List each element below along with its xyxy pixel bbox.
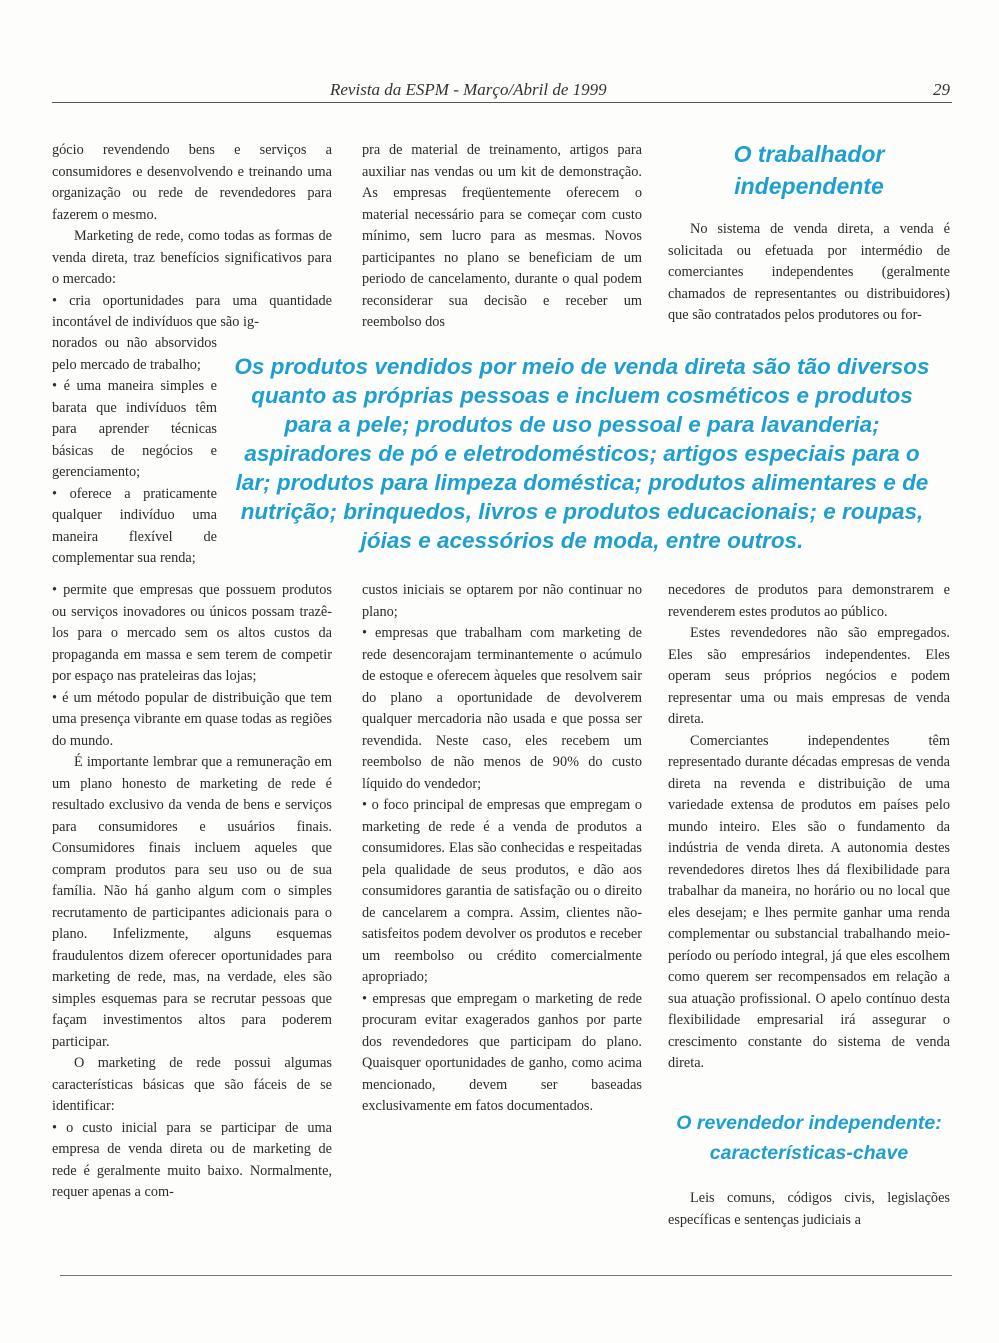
bullet-item: • empresas que empregam o marketing de rede procuram evitar exagerados ganhos por parte dos revendedores que participam do plano. Quaisquer oportunidades de ganho, como acima mencionado, devem ser baseadas exclusivamente em fatos documentados. — [362, 990, 642, 1114]
column-2-bottom — [362, 580, 642, 1118]
paragraph: Marketing de rede, como todas as formas de venda direta, traz benefícios significativos para o mercado: — [52, 228, 332, 287]
column-2-top — [362, 140, 642, 334]
paragraph: O marketing de rede possui algumas características básicas que são fáceis de se identificar: — [52, 1055, 332, 1114]
bullet-item: • oferece a praticamente qualquer indivíduo uma maneira flexível de complementar sua renda; — [52, 485, 217, 566]
paragraph: Comerciantes independentes têm representado durante décadas empresas de venda direta na revenda e distribuição de uma variedade extensa de produtos em países pelo mundo inteiro. Eles são o fundamento da indústria de venda direta. A autonomia destes revendedores diretos lhes dá flexibilidade para trabalhar da maneira, no horário ou no local que eles desejam; e lhes permite ganhar uma renda complementar ou substancial trabalhando meio-período ou período integral, já que eles escolhem como querem ser recompensados em relação a sua atuação profissional. O apelo contínuo desta flexibilidade empresarial irá assegurar o crescimento constante do sistema de venda direta. — [668, 732, 950, 1071]
journal-title: Revista da ESPM - Março/Abril de 1999 — [330, 80, 607, 99]
section-heading: O revendedor independente: características-chave — [676, 1112, 942, 1164]
bullet-item: • permite que empresas que possuem produtos ou serviços inovadores ou únicos possam trazê-los para o mercado sem os altos custos da propaganda em massa e sem terem de competir por espaço nas prateleiras das lojas; — [52, 582, 332, 684]
bullet-item: • empresas que trabalham com marketing de rede desencorajam terminantemente o acúmulo de estoque e oferecem àqueles que resolvem sair do plano a oportunidade de devolverem qualquer mercadoria não usada e que possa ser revendida. Neste caso, eles recebem um reembolso de não menos de 90% do custo líquido do vendedor; — [362, 625, 642, 792]
paragraph: Estes revendedores não são empregados. Eles são empresários independentes. Eles operam seus próprios negócios e podem representar uma ou mais empresas de venda direta. — [668, 625, 950, 727]
paragraph: Leis comuns, códigos civis, legislações específicas e sentenças judiciais a — [668, 1190, 950, 1228]
bullet-item: • é uma maneira simples e barata que indivíduos têm para aprender técnicas básicas de negócios e gerenciamento; — [52, 378, 217, 480]
section-heading: O trabalhador independente — [733, 141, 885, 199]
running-header — [52, 80, 952, 103]
bullet-item: • cria oportunidades para uma quantidade incontável de indivíduos que são ig- — [52, 292, 332, 330]
footer-rule — [60, 1275, 952, 1276]
column-3-top — [668, 219, 950, 327]
column-1-bottom — [52, 580, 332, 1204]
column-3-end — [668, 1188, 950, 1231]
paragraph: É importante lembrar que a remuneração em um plano honesto de marketing de rede é resultado exclusivo da venda de bens e serviços para consumidores e usuários finais. Consumidores finais incluem aqueles que compram produtos para seu uso ou de sua família. Não há ganho algum com o simples recrutamento de participantes adicionais para o plano. Infelizmente, alguns esquemas fraudulentos dizem oferecer oportunidades para marketing de rede, mas, na verdade, eles são simples esquemas para se recrutar pessoas que façam investimentos altos para poderem participar. — [52, 754, 332, 1050]
paragraph: gócio revendendo bens e serviços a consumidores e desenvolvendo e treinando uma organização ou rede de revendedores para fazerem o mesmo. — [52, 142, 332, 223]
page-number: 29 — [933, 80, 950, 99]
bullet-item: • o foco principal de empresas que empregam o marketing de rede é a venda de produtos a consumidores. Elas são conhecidas e respeitadas pela qualidade de seus produtos, e dão aos consumidores garantia de satisfação ou o direito de cancelarem a compra. Assim, clientes não-satisfeitos podem devolver os produtos e receber um reembolso ou crédito comercialmente apropriado; — [362, 797, 642, 985]
paragraph: necedores de produtos para demonstrarem e revenderem estes produtos ao público. — [668, 582, 950, 620]
column-1-top — [52, 140, 332, 334]
bullet-item: • o custo inicial para se participar de uma empresa de venda direta ou de marketing de rede é geralmente muito baixo. Normalmente, requer apenas a com- — [52, 1119, 332, 1200]
paragraph: custos iniciais se optarem por não continuar no plano; — [362, 582, 642, 620]
bullet-item-continued: norados ou não absorvidos pelo mercado de trabalho; — [52, 335, 217, 373]
pull-quote: Os produtos vendidos por meio de venda direta são tão diversos quanto as próprias pessoas e incluem cosméticos e produtos para a pele; produtos de uso pessoal e para lavanderia; aspiradores de pó e eletrodomésticos; artigos especiais para o lar; produtos para limpeza doméstica; produtos alimentares e de nutrição; brinquedos, livros e produtos educacionais; e roupas, jóias e acessórios de moda, entre outros. — [234, 354, 930, 553]
column-1-narrow — [52, 333, 217, 570]
paragraph: pra de material de treinamento, artigos para auxiliar nas vendas ou um kit de demonstração. As empresas freqüentemente oferecem o material necessário para se começar com custo mínimo, sem lucro para as mesmas. Novos participantes no plano se beneficiam de um periodo de cancelamento, durante o qual podem reconsiderar sua decisão e receber um reembolso dos — [362, 142, 642, 330]
bullet-item: • é um método popular de distribuição que tem uma presença vibrante em quase todas as regiões do mundo. — [52, 689, 332, 749]
paragraph: No sistema de venda direta, a venda é solicitada ou efetuada por intermédio de comerciantes independentes (geralmente chamados de representantes ou distribuidores) que são contratados pelos produtores ou for- — [668, 221, 950, 323]
column-3-bottom — [668, 580, 950, 1075]
